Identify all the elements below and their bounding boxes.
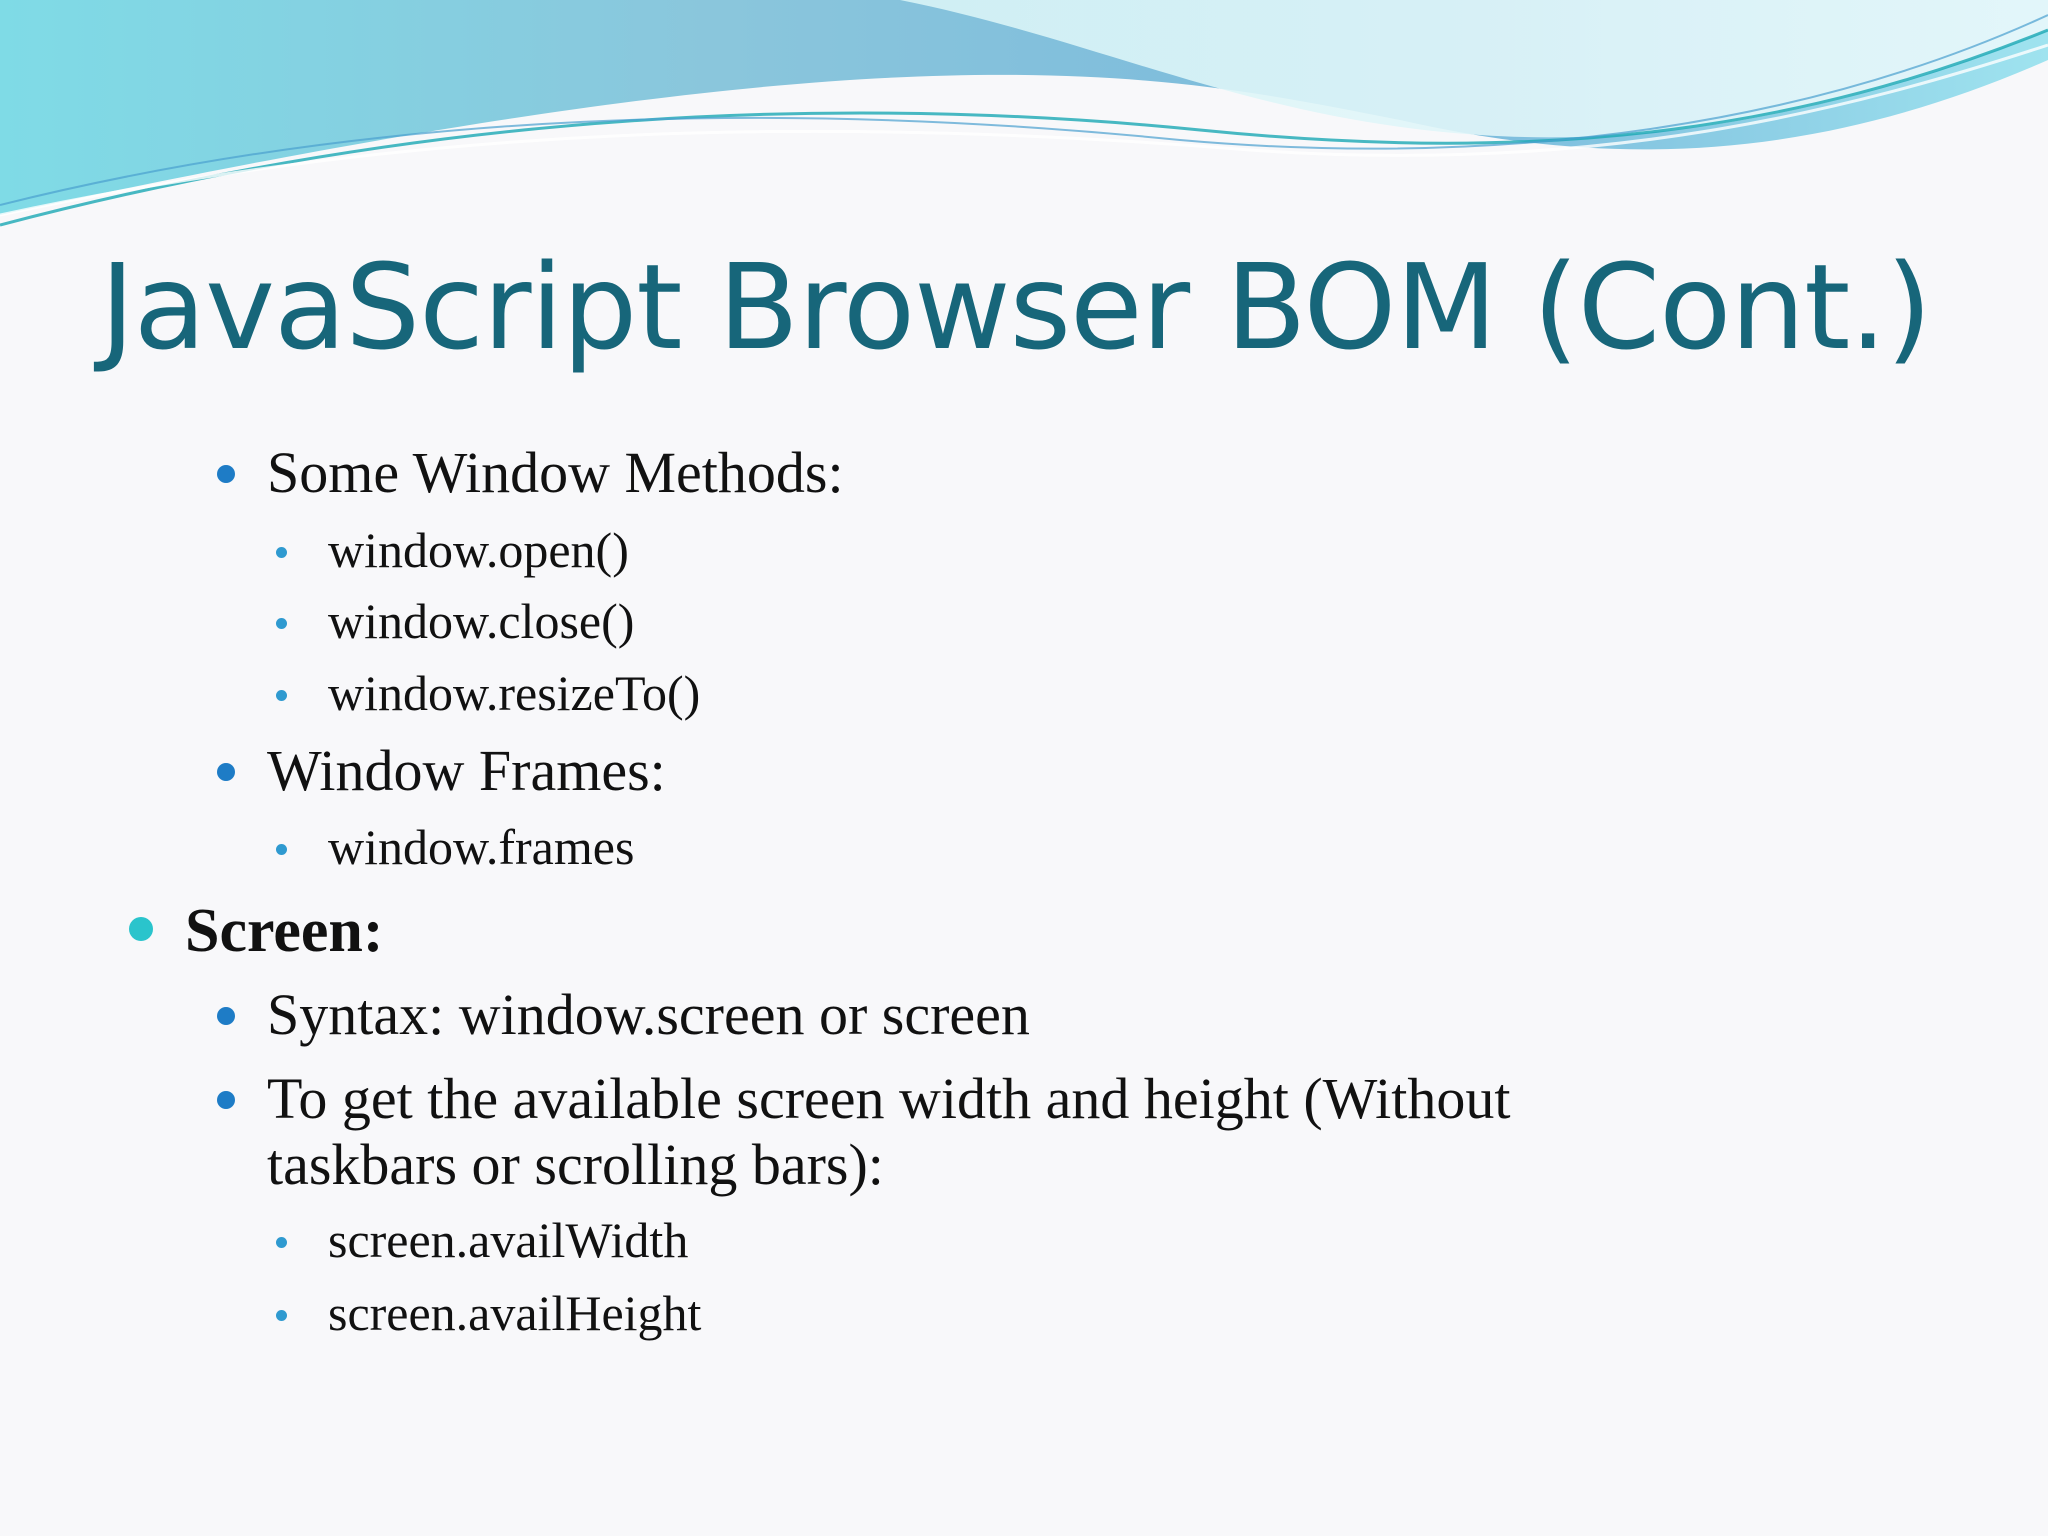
list-item-window-frames: window.frames: [328, 819, 635, 875]
screen-syntax-text: Syntax: window.screen or screen: [267, 982, 1030, 1047]
bullet-icon: [276, 690, 287, 701]
list-item-window-close: window.close(): [328, 593, 635, 649]
bullet-icon: [276, 618, 287, 629]
bullet-icon: [217, 1091, 235, 1109]
screen-heading: Screen:: [185, 897, 384, 965]
bullet-icon: [129, 917, 153, 941]
list-item-window-open: window.open(): [328, 522, 629, 578]
bullet-icon: [276, 844, 287, 855]
bullet-icon: [217, 1007, 235, 1025]
list-item-window-resizeto: window.resizeTo(): [328, 665, 701, 721]
bullet-icon: [276, 1310, 287, 1321]
list-item-screen-availheight: screen.availHeight: [328, 1285, 702, 1341]
window-frames-heading: Window Frames:: [267, 738, 666, 803]
available-size-text-line1: To get the available screen width and height (Without: [267, 1066, 1511, 1131]
list-item-screen-availwidth: screen.availWidth: [328, 1212, 689, 1268]
bullet-icon: [217, 465, 235, 483]
bullet-icon: [276, 1237, 287, 1248]
window-methods-heading: Some Window Methods:: [267, 440, 844, 505]
available-size-text-line2: taskbars or scrolling bars):: [267, 1132, 884, 1197]
slide-title: JavaScript Browser BOM (Cont.): [100, 238, 1931, 376]
bullet-icon: [276, 547, 287, 558]
bullet-icon: [217, 763, 235, 781]
